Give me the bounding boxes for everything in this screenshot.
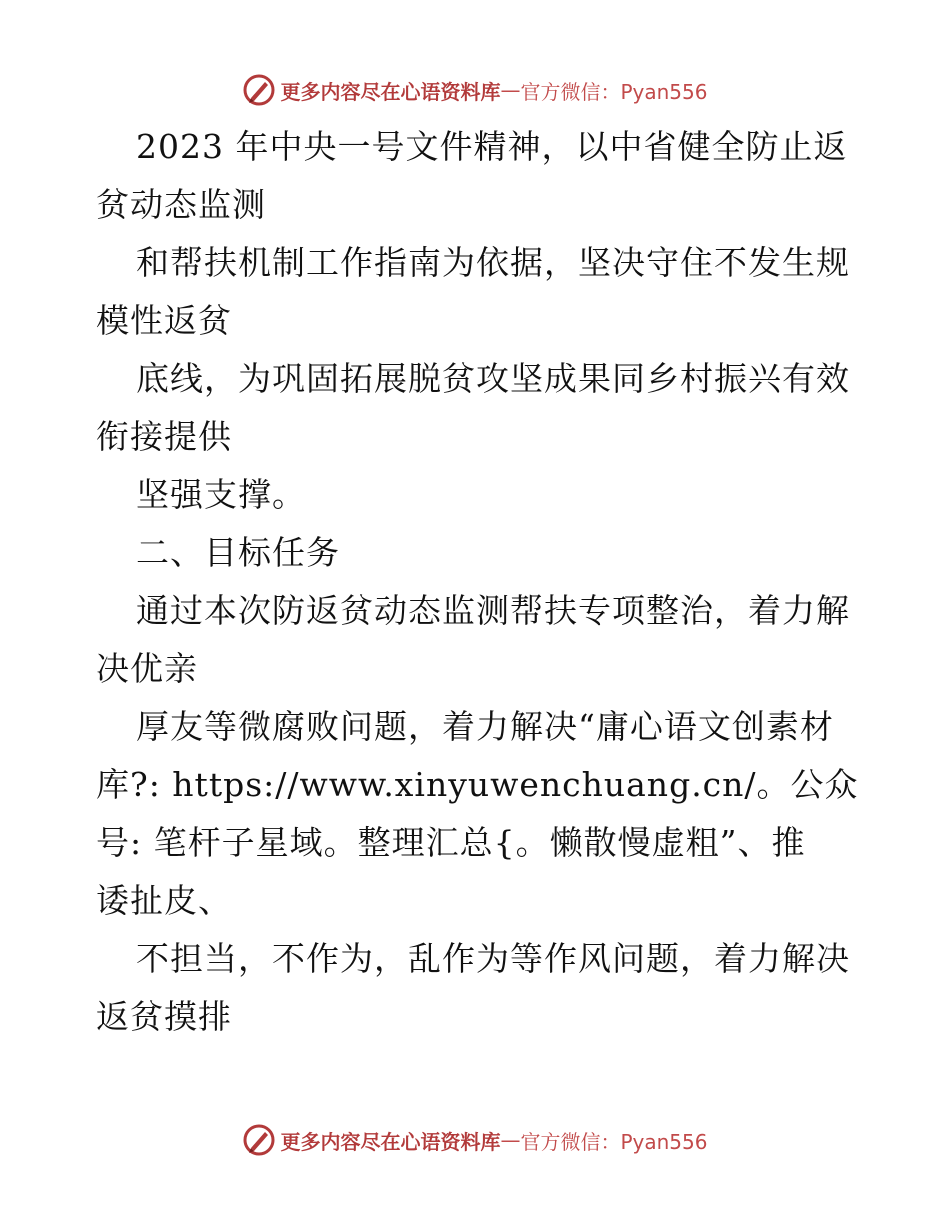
text-line: 和帮扶机制工作指南为依据，坚决守住不发生规 (136, 243, 850, 282)
watermark-banner-top (0, 70, 950, 110)
pen-logo-icon (242, 1123, 276, 1157)
text-line: 决优亲 (96, 649, 198, 688)
watermark-dash: — (500, 78, 521, 102)
watermark-wechat-text: 官方微信：Pyan556 (520, 79, 708, 104)
text-line: 贫动态监测 (96, 185, 266, 224)
watermark-promo-text: 更多内容尽在心语资料库 (280, 79, 501, 104)
text-line: 2023 年中央一号文件精神，以中省健全防止返 (136, 127, 848, 166)
watermark-dash: — (500, 1128, 521, 1152)
text-line: 衔接提供 (96, 417, 232, 456)
text-line: 库?: https://www.xinyuwenchuang.cn/。公众 (96, 765, 859, 804)
text-line: 底线，为巩固拓展脱贫攻坚成果同乡村振兴有效 (136, 359, 850, 398)
text-line: 诿扯皮、 (96, 881, 232, 920)
text-line: 模性返贫 (96, 301, 232, 340)
document-body (96, 118, 866, 1046)
text-line: 通过本次防返贫动态监测帮扶专项整治，着力解 (136, 591, 850, 630)
section-heading: 二、目标任务 (136, 533, 340, 572)
text-line: 不担当，不作为，乱作为等作风问题，着力解决 (136, 939, 850, 978)
pen-logo-icon (242, 73, 276, 107)
watermark-wechat-text: 官方微信：Pyan556 (520, 1129, 708, 1154)
text-line: 返贫摸排 (96, 997, 232, 1036)
text-line: 坚强支撑。 (136, 475, 306, 514)
watermark-banner-bottom (0, 1120, 950, 1160)
watermark-promo-text: 更多内容尽在心语资料库 (280, 1129, 501, 1154)
text-line: 号: 笔杆子星域。整理汇总{。懒散慢虚粗”、推 (96, 823, 806, 862)
text-line: 厚友等微腐败问题，着力解决“庸心语文创素材 (136, 707, 834, 746)
